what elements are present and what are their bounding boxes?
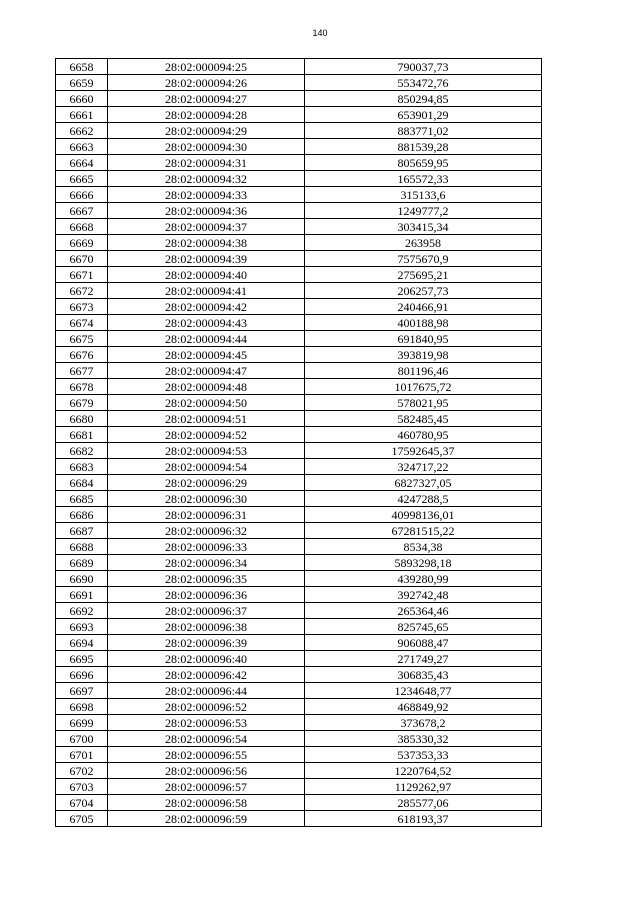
cadastral-value-cell: 4247288,5 bbox=[305, 491, 542, 507]
table-row bbox=[56, 491, 542, 507]
cadastral-number-cell: 28:02:000096:59 bbox=[108, 811, 305, 827]
cadastral-number-cell: 28:02:000096:44 bbox=[108, 683, 305, 699]
table-row bbox=[56, 795, 542, 811]
cadastral-number-cell: 28:02:000096:52 bbox=[108, 699, 305, 715]
table-row bbox=[56, 171, 542, 187]
row-number-cell: 6705 bbox=[56, 811, 108, 827]
cadastral-value-cell: 315133,6 bbox=[305, 187, 542, 203]
row-number-cell: 6700 bbox=[56, 731, 108, 747]
cadastral-value-cell: 263958 bbox=[305, 235, 542, 251]
cadastral-number-cell: 28:02:000096:38 bbox=[108, 619, 305, 635]
table-row bbox=[56, 427, 542, 443]
row-number-cell: 6678 bbox=[56, 379, 108, 395]
cadastral-number-cell: 28:02:000094:27 bbox=[108, 91, 305, 107]
row-number-cell: 6680 bbox=[56, 411, 108, 427]
cadastral-value-cell: 393819,98 bbox=[305, 347, 542, 363]
row-number-cell: 6667 bbox=[56, 203, 108, 219]
cadastral-value-cell: 790037,73 bbox=[305, 59, 542, 75]
table-row bbox=[56, 251, 542, 267]
cadastral-value-cell: 439280,99 bbox=[305, 571, 542, 587]
row-number-cell: 6704 bbox=[56, 795, 108, 811]
cadastral-value-cell: 400188,98 bbox=[305, 315, 542, 331]
cadastral-value-cell: 17592645,37 bbox=[305, 443, 542, 459]
row-number-cell: 6670 bbox=[56, 251, 108, 267]
table-row bbox=[56, 779, 542, 795]
table-row bbox=[56, 363, 542, 379]
cadastral-value-cell: 653901,29 bbox=[305, 107, 542, 123]
row-number-cell: 6683 bbox=[56, 459, 108, 475]
table-row bbox=[56, 667, 542, 683]
table-row bbox=[56, 283, 542, 299]
cadastral-number-cell: 28:02:000096:31 bbox=[108, 507, 305, 523]
row-number-cell: 6699 bbox=[56, 715, 108, 731]
cadastral-number-cell: 28:02:000096:53 bbox=[108, 715, 305, 731]
cadastral-number-cell: 28:02:000096:39 bbox=[108, 635, 305, 651]
table-row bbox=[56, 139, 542, 155]
row-number-cell: 6668 bbox=[56, 219, 108, 235]
cadastral-number-cell: 28:02:000094:33 bbox=[108, 187, 305, 203]
row-number-cell: 6689 bbox=[56, 555, 108, 571]
table-body bbox=[56, 59, 542, 827]
cadastral-number-cell: 28:02:000096:36 bbox=[108, 587, 305, 603]
cadastral-value-cell: 385330,32 bbox=[305, 731, 542, 747]
cadastral-number-cell: 28:02:000096:54 bbox=[108, 731, 305, 747]
cadastral-number-cell: 28:02:000094:48 bbox=[108, 379, 305, 395]
table-row bbox=[56, 539, 542, 555]
cadastral-value-cell: 801196,46 bbox=[305, 363, 542, 379]
cadastral-value-cell: 537353,33 bbox=[305, 747, 542, 763]
row-number-cell: 6697 bbox=[56, 683, 108, 699]
row-number-cell: 6702 bbox=[56, 763, 108, 779]
cadastral-number-cell: 28:02:000094:26 bbox=[108, 75, 305, 91]
row-number-cell: 6682 bbox=[56, 443, 108, 459]
table-row bbox=[56, 347, 542, 363]
table-row bbox=[56, 683, 542, 699]
cadastral-value-cell: 306835,43 bbox=[305, 667, 542, 683]
cadastral-number-cell: 28:02:000094:41 bbox=[108, 283, 305, 299]
row-number-cell: 6666 bbox=[56, 187, 108, 203]
table-row bbox=[56, 75, 542, 91]
table-row bbox=[56, 443, 542, 459]
row-number-cell: 6694 bbox=[56, 635, 108, 651]
table-row bbox=[56, 155, 542, 171]
cadastral-value-cell: 240466,91 bbox=[305, 299, 542, 315]
table-row bbox=[56, 219, 542, 235]
cadastral-number-cell: 28:02:000094:43 bbox=[108, 315, 305, 331]
table-row bbox=[56, 811, 542, 827]
row-number-cell: 6665 bbox=[56, 171, 108, 187]
cadastral-value-cell: 285577,06 bbox=[305, 795, 542, 811]
cadastral-number-cell: 28:02:000094:32 bbox=[108, 171, 305, 187]
table-row bbox=[56, 603, 542, 619]
row-number-cell: 6664 bbox=[56, 155, 108, 171]
table-row bbox=[56, 699, 542, 715]
table-row bbox=[56, 395, 542, 411]
row-number-cell: 6685 bbox=[56, 491, 108, 507]
cadastral-number-cell: 28:02:000094:44 bbox=[108, 331, 305, 347]
cadastral-value-cell: 5893298,18 bbox=[305, 555, 542, 571]
cadastral-number-cell: 28:02:000096:58 bbox=[108, 795, 305, 811]
table-row bbox=[56, 91, 542, 107]
row-number-cell: 6674 bbox=[56, 315, 108, 331]
cadastral-number-cell: 28:02:000096:29 bbox=[108, 475, 305, 491]
cadastral-value-cell: 165572,33 bbox=[305, 171, 542, 187]
cadastral-value-cell: 805659,95 bbox=[305, 155, 542, 171]
cadastral-number-cell: 28:02:000096:32 bbox=[108, 523, 305, 539]
cadastral-value-cell: 392742,48 bbox=[305, 587, 542, 603]
cadastral-value-cell: 460780,95 bbox=[305, 427, 542, 443]
table-row bbox=[56, 315, 542, 331]
table-row bbox=[56, 123, 542, 139]
cadastral-number-cell: 28:02:000094:39 bbox=[108, 251, 305, 267]
row-number-cell: 6695 bbox=[56, 651, 108, 667]
table-row bbox=[56, 459, 542, 475]
cadastral-number-cell: 28:02:000096:37 bbox=[108, 603, 305, 619]
row-number-cell: 6703 bbox=[56, 779, 108, 795]
cadastral-number-cell: 28:02:000096:42 bbox=[108, 667, 305, 683]
cadastral-number-cell: 28:02:000094:51 bbox=[108, 411, 305, 427]
row-number-cell: 6688 bbox=[56, 539, 108, 555]
row-number-cell: 6698 bbox=[56, 699, 108, 715]
cadastral-number-cell: 28:02:000096:30 bbox=[108, 491, 305, 507]
cadastral-number-cell: 28:02:000094:29 bbox=[108, 123, 305, 139]
row-number-cell: 6686 bbox=[56, 507, 108, 523]
cadastral-number-cell: 28:02:000096:57 bbox=[108, 779, 305, 795]
cadastral-number-cell: 28:02:000094:28 bbox=[108, 107, 305, 123]
row-number-cell: 6696 bbox=[56, 667, 108, 683]
cadastral-number-cell: 28:02:000096:56 bbox=[108, 763, 305, 779]
row-number-cell: 6677 bbox=[56, 363, 108, 379]
table-row bbox=[56, 571, 542, 587]
cadastral-value-cell: 303415,34 bbox=[305, 219, 542, 235]
table-row bbox=[56, 379, 542, 395]
row-number-cell: 6662 bbox=[56, 123, 108, 139]
cadastral-value-cell: 1017675,72 bbox=[305, 379, 542, 395]
table-row bbox=[56, 299, 542, 315]
cadastral-number-cell: 28:02:000094:36 bbox=[108, 203, 305, 219]
cadastral-number-cell: 28:02:000094:50 bbox=[108, 395, 305, 411]
table-row bbox=[56, 651, 542, 667]
row-number-cell: 6679 bbox=[56, 395, 108, 411]
row-number-cell: 6676 bbox=[56, 347, 108, 363]
row-number-cell: 6659 bbox=[56, 75, 108, 91]
cadastral-number-cell: 28:02:000094:25 bbox=[108, 59, 305, 75]
table-row bbox=[56, 107, 542, 123]
cadastral-value-cell: 275695,21 bbox=[305, 267, 542, 283]
table-row bbox=[56, 715, 542, 731]
row-number-cell: 6663 bbox=[56, 139, 108, 155]
cadastral-number-cell: 28:02:000094:52 bbox=[108, 427, 305, 443]
row-number-cell: 6675 bbox=[56, 331, 108, 347]
cadastral-value-cell: 373678,2 bbox=[305, 715, 542, 731]
table-row bbox=[56, 203, 542, 219]
cadastral-value-cell: 1234648,77 bbox=[305, 683, 542, 699]
cadastral-value-cell: 40998136,01 bbox=[305, 507, 542, 523]
cadastral-number-cell: 28:02:000096:40 bbox=[108, 651, 305, 667]
cadastral-value-cell: 206257,73 bbox=[305, 283, 542, 299]
row-number-cell: 6684 bbox=[56, 475, 108, 491]
table-row bbox=[56, 235, 542, 251]
row-number-cell: 6669 bbox=[56, 235, 108, 251]
row-number-cell: 6672 bbox=[56, 283, 108, 299]
row-number-cell: 6693 bbox=[56, 619, 108, 635]
table-row bbox=[56, 59, 542, 75]
table-row bbox=[56, 523, 542, 539]
cadastral-value-cell: 1220764,52 bbox=[305, 763, 542, 779]
table-row bbox=[56, 267, 542, 283]
row-number-cell: 6681 bbox=[56, 427, 108, 443]
row-number-cell: 6691 bbox=[56, 587, 108, 603]
cadastral-number-cell: 28:02:000094:40 bbox=[108, 267, 305, 283]
cadastral-number-cell: 28:02:000094:53 bbox=[108, 443, 305, 459]
cadastral-value-cell: 265364,46 bbox=[305, 603, 542, 619]
cadastral-value-cell: 691840,95 bbox=[305, 331, 542, 347]
cadastral-value-cell: 906088,47 bbox=[305, 635, 542, 651]
table-row bbox=[56, 331, 542, 347]
table-row bbox=[56, 635, 542, 651]
table-row bbox=[56, 555, 542, 571]
cadastral-number-cell: 28:02:000094:31 bbox=[108, 155, 305, 171]
table-row bbox=[56, 187, 542, 203]
row-number-cell: 6671 bbox=[56, 267, 108, 283]
cadastral-value-cell: 1249777,2 bbox=[305, 203, 542, 219]
row-number-cell: 6673 bbox=[56, 299, 108, 315]
row-number-cell: 6692 bbox=[56, 603, 108, 619]
cadastral-value-cell: 8534,38 bbox=[305, 539, 542, 555]
table-row bbox=[56, 507, 542, 523]
table-row bbox=[56, 587, 542, 603]
cadastral-value-cell: 271749,27 bbox=[305, 651, 542, 667]
cadastral-number-cell: 28:02:000094:42 bbox=[108, 299, 305, 315]
row-number-cell: 6660 bbox=[56, 91, 108, 107]
cadastral-value-cell: 578021,95 bbox=[305, 395, 542, 411]
cadastral-number-cell: 28:02:000094:47 bbox=[108, 363, 305, 379]
cadastral-number-cell: 28:02:000094:37 bbox=[108, 219, 305, 235]
cadastral-value-cell: 881539,28 bbox=[305, 139, 542, 155]
cadastral-value-cell: 825745,65 bbox=[305, 619, 542, 635]
cadastral-value-cell: 7575670,9 bbox=[305, 251, 542, 267]
cadastral-value-cell: 324717,22 bbox=[305, 459, 542, 475]
row-number-cell: 6658 bbox=[56, 59, 108, 75]
row-number-cell: 6661 bbox=[56, 107, 108, 123]
cadastral-number-cell: 28:02:000094:30 bbox=[108, 139, 305, 155]
table-row bbox=[56, 619, 542, 635]
cadastral-value-cell: 883771,02 bbox=[305, 123, 542, 139]
cadastral-value-cell: 6827327,05 bbox=[305, 475, 542, 491]
cadastral-number-cell: 28:02:000094:45 bbox=[108, 347, 305, 363]
cadastral-value-table bbox=[55, 58, 542, 827]
cadastral-number-cell: 28:02:000094:38 bbox=[108, 235, 305, 251]
cadastral-number-cell: 28:02:000096:35 bbox=[108, 571, 305, 587]
cadastral-value-cell: 553472,76 bbox=[305, 75, 542, 91]
cadastral-number-cell: 28:02:000096:55 bbox=[108, 747, 305, 763]
row-number-cell: 6701 bbox=[56, 747, 108, 763]
page-number: 140 bbox=[312, 28, 328, 38]
cadastral-number-cell: 28:02:000096:33 bbox=[108, 539, 305, 555]
cadastral-value-cell: 468849,92 bbox=[305, 699, 542, 715]
cadastral-number-cell: 28:02:000094:54 bbox=[108, 459, 305, 475]
cadastral-value-cell: 582485,45 bbox=[305, 411, 542, 427]
table-row bbox=[56, 763, 542, 779]
cadastral-value-cell: 1129262,97 bbox=[305, 779, 542, 795]
cadastral-value-cell: 67281515,22 bbox=[305, 523, 542, 539]
cadastral-value-cell: 618193,37 bbox=[305, 811, 542, 827]
cadastral-value-cell: 850294,85 bbox=[305, 91, 542, 107]
cadastral-number-cell: 28:02:000096:34 bbox=[108, 555, 305, 571]
table-row bbox=[56, 731, 542, 747]
row-number-cell: 6687 bbox=[56, 523, 108, 539]
table-row bbox=[56, 747, 542, 763]
table-row bbox=[56, 411, 542, 427]
table-row bbox=[56, 475, 542, 491]
row-number-cell: 6690 bbox=[56, 571, 108, 587]
